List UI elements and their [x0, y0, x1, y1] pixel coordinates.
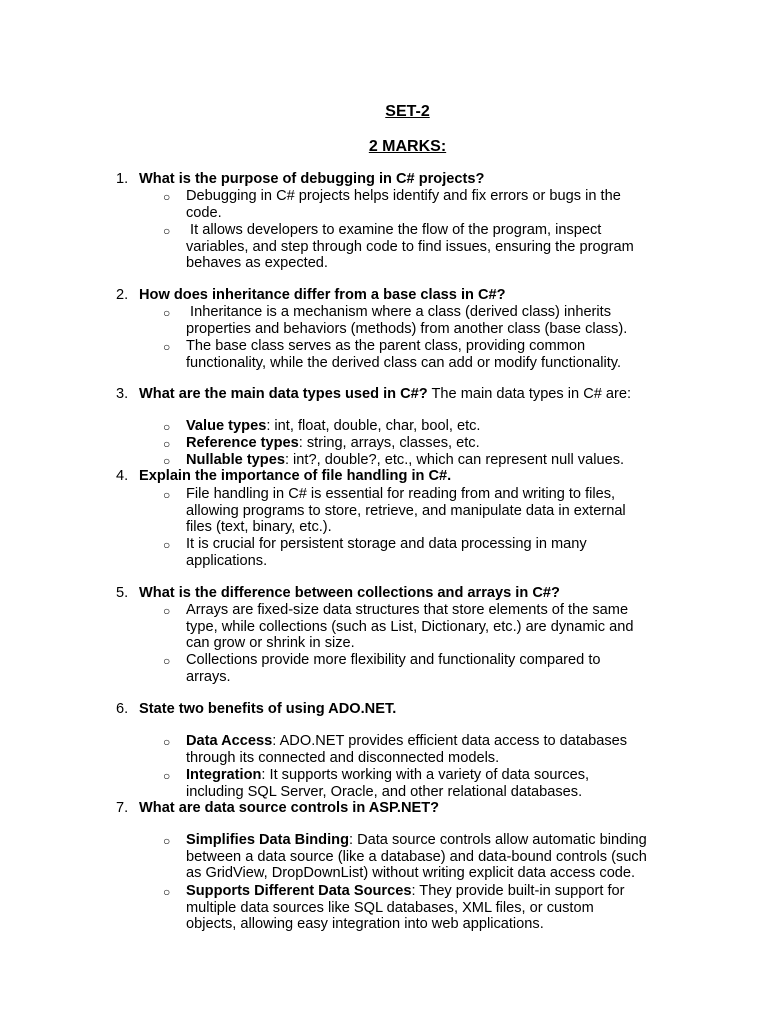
answer-bullet: ○ Simplifies Data Binding: Data source controls allow automatic binding between a data source (like a database) and data-bound controls (such as GridView, DropDownList) without writing explicit data access code. — [163, 832, 647, 882]
question-text: Explain the importance of file handling in C#. — [139, 468, 452, 484]
bullet-icon: ○ — [163, 420, 171, 434]
answer-bullet: ○ File handling in C# is essential for reading from and writing to files, allowing programs to store, retrieve, and manipulate data in external files (text, binary, etc.). — [163, 486, 626, 536]
question-number: 5. — [116, 585, 129, 601]
bullet-icon: ○ — [163, 538, 171, 552]
answer-bullet: ○ Data Access: ADO.NET provides efficient data access to databases through its connected and disconnected models. — [163, 733, 628, 766]
bullet-icon: ○ — [163, 604, 171, 618]
bullet-icon: ○ — [163, 488, 171, 502]
answer-bullet: ○ It is crucial for persistent storage and data processing in many applications. — [163, 536, 587, 569]
answer-bullet: ○ It allows developers to examine the flow of the program, inspect variables, and step through code to find issues, ensuring the program behaves as expected. — [163, 222, 634, 272]
bullet-icon: ○ — [163, 769, 171, 783]
answer-bullet: ○ Reference types: string, arrays, classes, etc. — [163, 435, 480, 451]
bullet-icon: ○ — [163, 224, 171, 238]
marks-title: 2 MARKS: — [368, 138, 447, 155]
question-number: 6. — [116, 701, 129, 717]
bullet-icon: ○ — [163, 306, 171, 320]
bullet-icon: ○ — [163, 454, 171, 468]
bullet-icon: ○ — [163, 834, 171, 848]
answer-bullet: ○ Collections provide more flexibility and functionality compared to arrays. — [163, 652, 601, 685]
question-number: 2. — [116, 287, 129, 303]
answer-bullet: ○ Integration: It supports working with a variety of data sources, including SQL Server, Oracle, and other relational databases. — [163, 767, 590, 800]
question-number: 1. — [116, 171, 129, 187]
question-number: 7. — [116, 800, 129, 816]
bullet-icon: ○ — [163, 437, 171, 451]
set-title: SET-2 — [385, 103, 430, 120]
answer-bullet: ○ The base class serves as the parent class, providing common functionality, while the derived class can add or modify functionality. — [163, 338, 622, 371]
answer-bullet: ○ Supports Different Data Sources: They provide built-in support for multiple data sources like SQL databases, XML files, or custom objects, allowing easy integration into web applications. — [163, 883, 625, 933]
bullet-icon: ○ — [163, 340, 171, 354]
question-text: What is the purpose of debugging in C# projects? — [139, 171, 485, 187]
bullet-icon: ○ — [163, 190, 171, 204]
question-number: 3. — [116, 386, 129, 402]
bullet-icon: ○ — [163, 735, 171, 749]
answer-bullet: ○ Arrays are fixed-size data structures that store elements of the same type, while collections (such as List, Dictionary, etc.) are dynamic and can grow or shrink in size. — [163, 602, 634, 652]
question-text: What are data source controls in ASP.NET? — [139, 800, 440, 816]
question-number: 4. — [116, 468, 129, 484]
answer-bullet: ○ Nullable types: int?, double?, etc., which can represent null values. — [163, 452, 625, 468]
question-text: What are the main data types used in C#? The main data types in C# are: — [139, 386, 632, 402]
question-text: State two benefits of using ADO.NET. — [139, 701, 397, 717]
bullet-icon: ○ — [163, 654, 171, 668]
question-text: How does inheritance differ from a base class in C#? — [139, 287, 506, 303]
answer-bullet: ○ Debugging in C# projects helps identify and fix errors or bugs in the code. — [163, 188, 621, 221]
answer-bullet: ○ Value types: int, float, double, char, bool, etc. — [163, 418, 481, 434]
answer-bullet: ○ Inheritance is a mechanism where a class (derived class) inherits properties and behaviors (methods) from another class (base class). — [163, 304, 628, 337]
bullet-icon: ○ — [163, 885, 171, 899]
question-text: What is the difference between collections and arrays in C#? — [139, 585, 560, 601]
